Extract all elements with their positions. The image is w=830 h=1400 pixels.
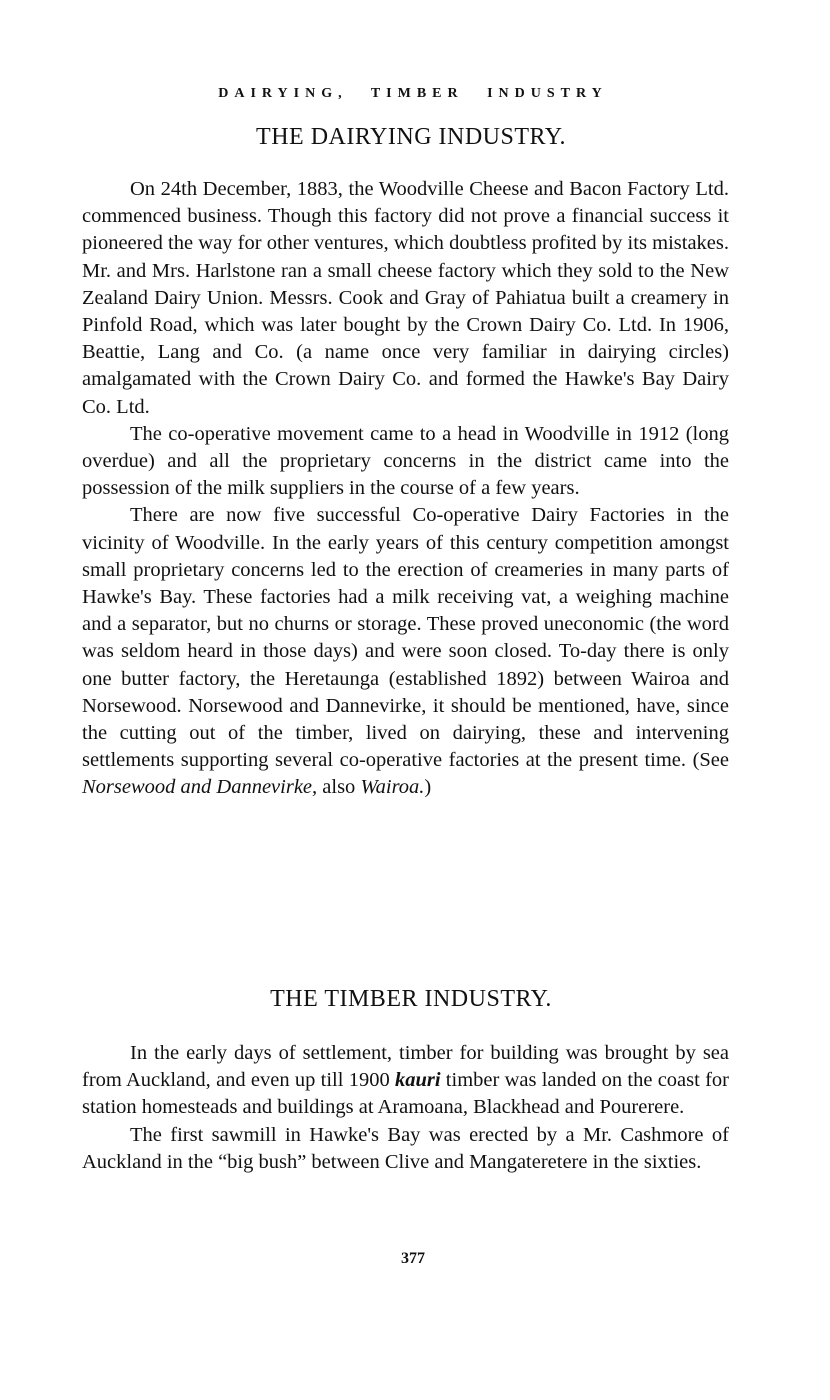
paragraph: On 24th December, 1883, the Woodville Cheese and Bacon Factory Ltd. commenced business. Though this factory did not prove a financial success it pioneered the way for other ventures, which doubtless profited by its mistakes. Mr. and Mrs. Harlstone ran a small cheese factory which they sold to the New Zealand Dairy Union. Messrs. Cook and Gray of Pahiatua built a creamery in Pinfold Road, which was later bought by the Crown Dairy Co. Ltd. In 1906, Beattie, Lang and Co. (a name once very familiar in dairying circles) amalgamated with the Crown Dairy Co. and formed the Hawke's Bay Dairy Co. Ltd. bbox=[82, 178, 729, 418]
timber-section-body bbox=[82, 1040, 729, 1176]
dairying-section-body bbox=[82, 176, 729, 802]
paragraph bbox=[82, 502, 729, 801]
paragraph-text: also bbox=[317, 776, 361, 799]
cross-reference: Wairoa. bbox=[360, 776, 425, 799]
section-title-dairying: THE DAIRYING INDUSTRY. bbox=[256, 124, 566, 150]
paragraph-text: There are now five successful Co-operative Dairy Factories in the vicinity of Woodville. In the early years of this century competition amongst small proprietary concerns led to the erection of creameries in many parts of Hawke's Bay. These factories had a milk receiving vat, a weighing machine and a separator, but no churns or storage. These proved uneconomic (the word was seldom heard in those days) and were soon closed. To-day there is only one butter factory, the Heretaunga (established 1892) between Wairoa and Norsewood. Norsewood and Dannevirke, it should be mentioned, have, since the cutting out of the timber, lived on dairying, these and intervening settlements supporting several co-operative factories at the present time. (See bbox=[82, 504, 729, 772]
page-number: 377 bbox=[401, 1250, 425, 1267]
paragraph: The first sawmill in Hawke's Bay was erected by a Mr. Cashmore of Auckland in the “big bush” between Clive and Mangateretere in the sixties. bbox=[82, 1123, 729, 1173]
paragraph-text: timber was landed on the coast for station homesteads and buildings at Aramoana, Blackhead and Pourerere. bbox=[82, 1069, 729, 1119]
running-head: DAIRYING, TIMBER INDUSTRY bbox=[218, 86, 608, 101]
paragraph-text: In the early days of settlement, timber for building was brought by sea from Auckland, and even up till 1900 bbox=[82, 1042, 729, 1092]
paragraph-text: ) bbox=[424, 776, 432, 799]
emphasized-word: kauri bbox=[394, 1069, 441, 1092]
paragraph: The co-operative movement came to a head in Woodville in 1912 (long overdue) and all the proprietary concerns in the district came into the possession of the milk suppliers in the course of a few years. bbox=[82, 422, 729, 500]
section-title-timber: THE TIMBER INDUSTRY. bbox=[270, 986, 552, 1012]
paragraph bbox=[82, 1040, 729, 1122]
cross-reference: Norsewood and Dannevirke, bbox=[82, 776, 318, 799]
